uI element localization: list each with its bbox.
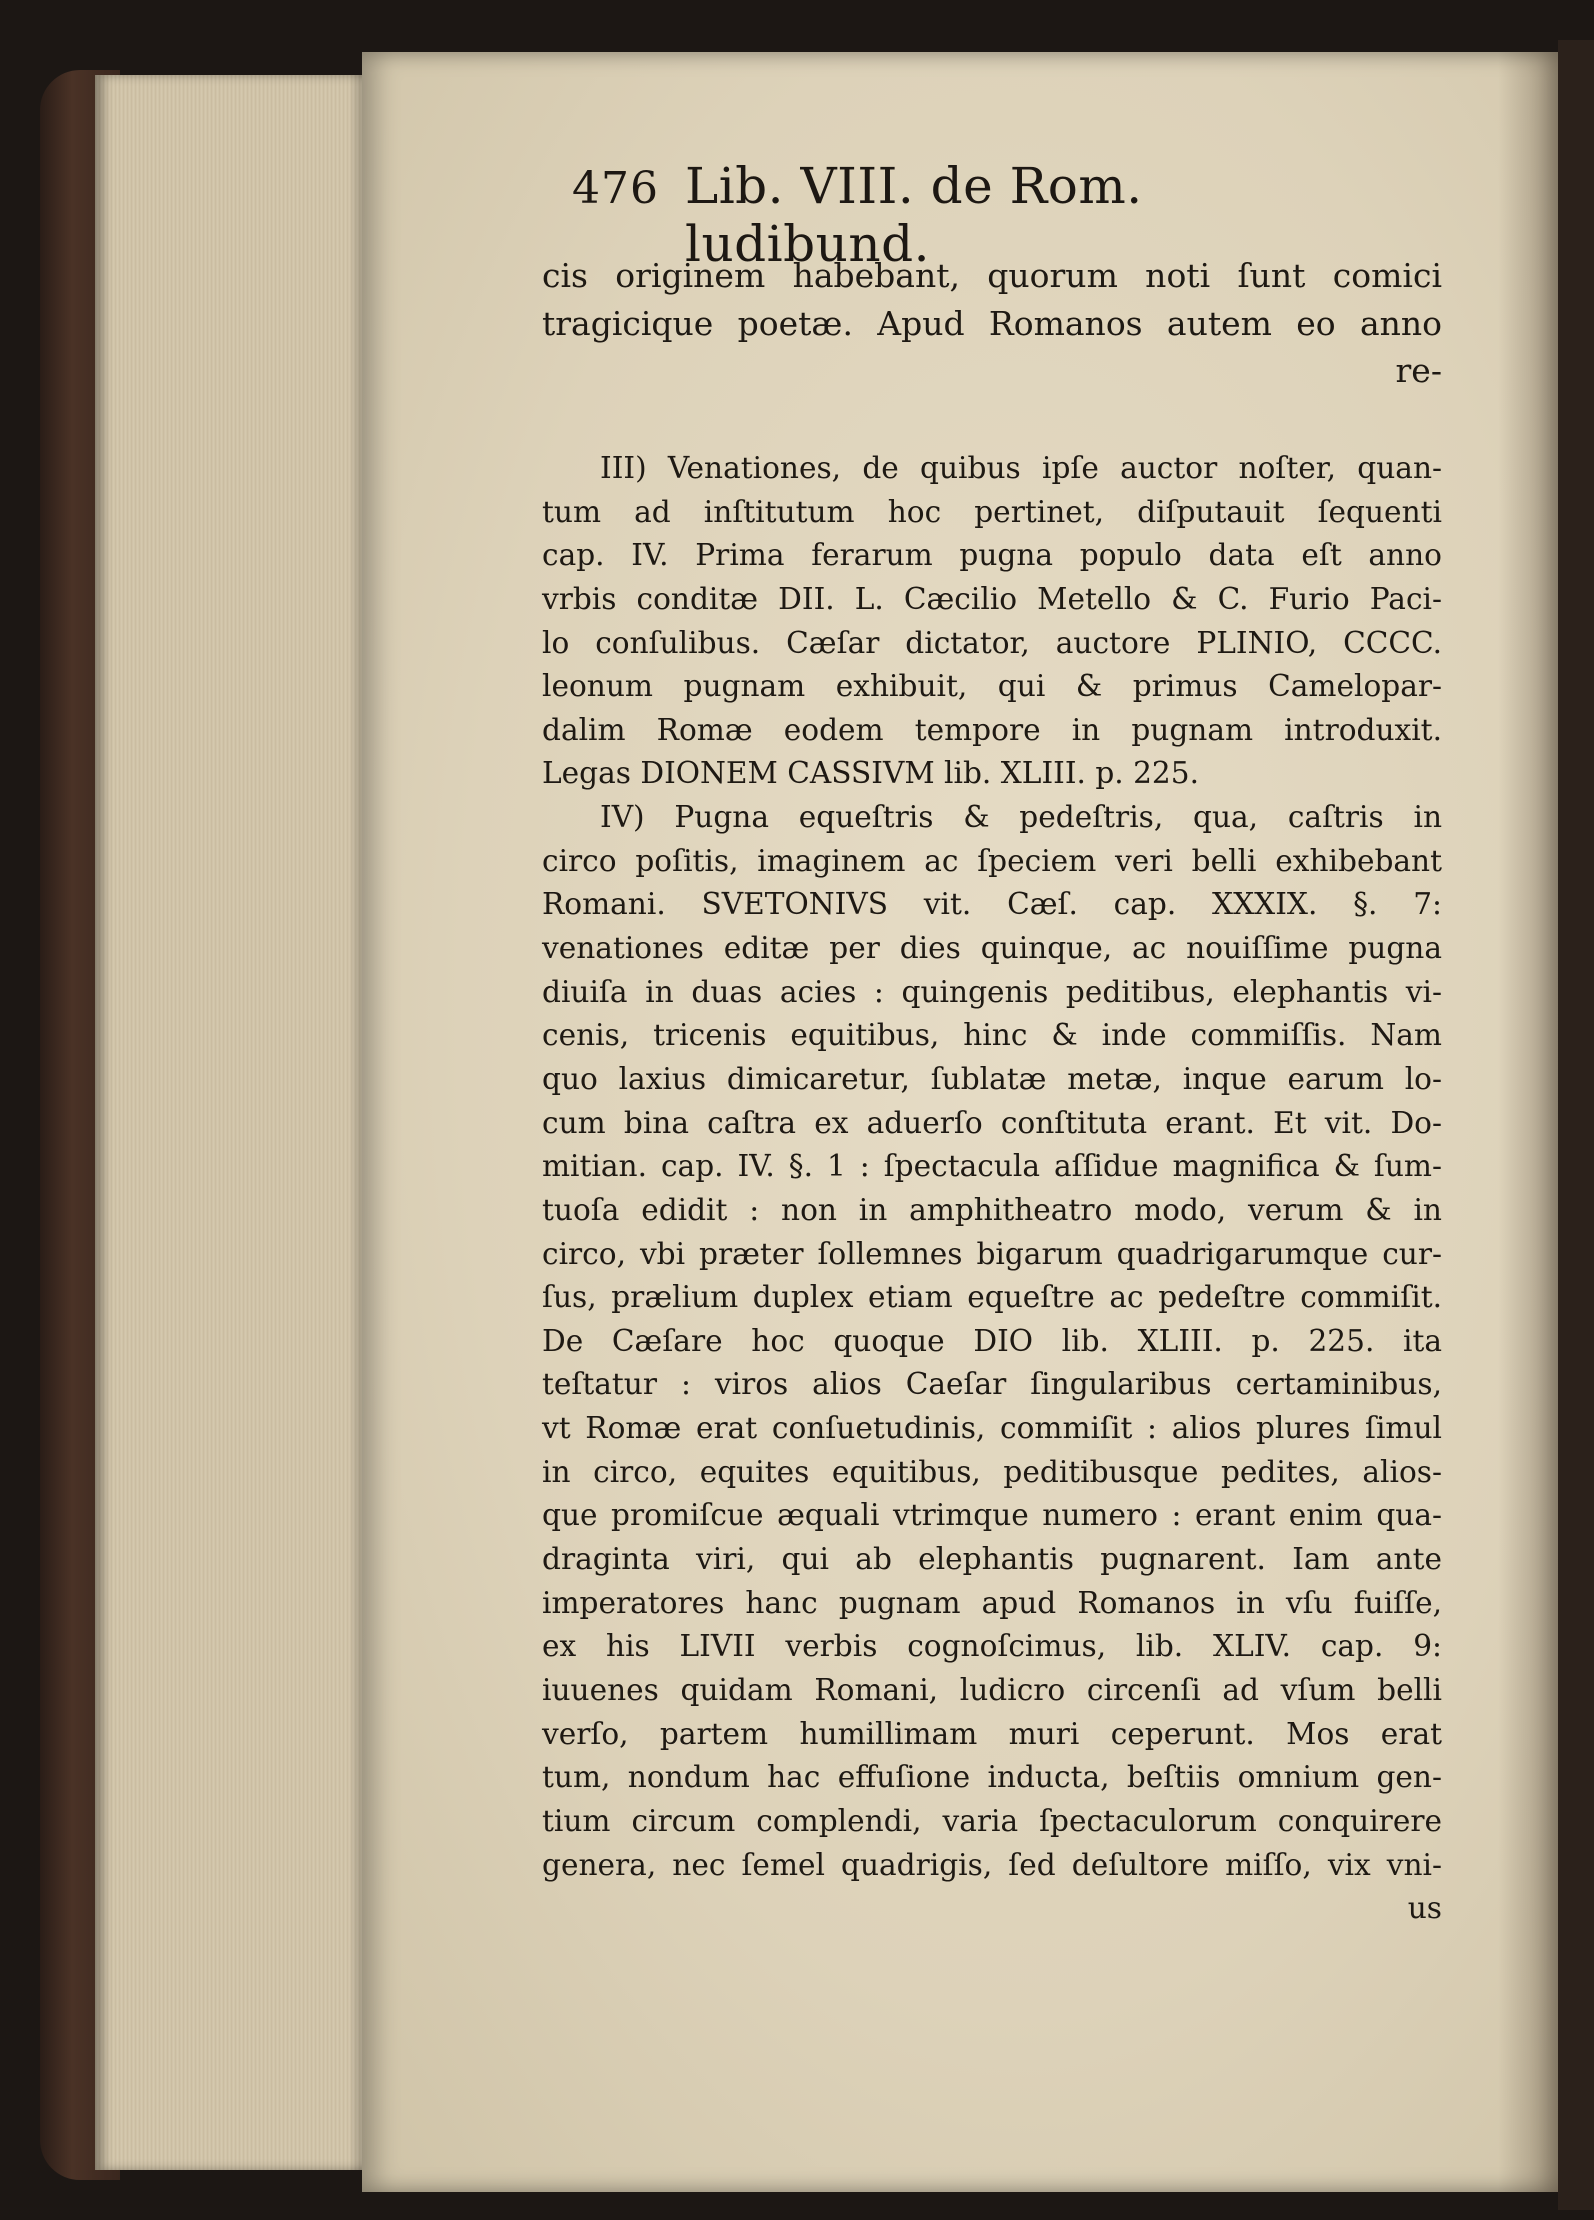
page-number: 476	[572, 163, 659, 214]
footnote-line: vt Romæ erat conſuetudinis, commiſit : alios plures ſimul	[542, 1411, 1442, 1446]
text-line: cis originem habebant, quorum noti ſunt comici	[542, 256, 1442, 295]
text-line: tragicique poetæ. Apud Romanos autem eo anno	[542, 303, 1442, 343]
footnote-line: genera, nec ſemel quadrigis, ſed deſultore miſſo, vix vni-	[542, 1847, 1442, 1882]
footnote-line: quo laxius dimicaretur, ſublatæ metæ, inque earum lo-	[542, 1061, 1442, 1096]
footnote-line: lo conſulibus. Cæſar dictator, auctore PLINIO, CCCC.	[542, 625, 1442, 660]
footnote-line: Romani. SVETONIVS vit. Cæſ. cap. XXXIX. §. 7:	[542, 887, 1442, 922]
footnote-line: draginta viri, qui ab elephantis pugnarent. Iam ante	[542, 1542, 1442, 1577]
footnote-line: circo poſitis, imaginem ac ſpeciem veri belli exhibebant	[542, 843, 1442, 878]
footnote-line: imperatores hanc pugnam apud Romanos in vſu fuiſſe,	[542, 1585, 1442, 1620]
footnote-line: cap. IV. Prima ferarum pugna populo data eſt anno	[542, 538, 1442, 573]
footnote-line: III) Venationes, de quibus ipſe auctor noſter, quan-	[600, 451, 1442, 485]
footnote-line: mitian. cap. IV. §. 1 : ſpectacula aſſidue magnifica & ſum-	[542, 1149, 1442, 1184]
footnote-line: circo, vbi præter ſollemnes bigarum quadrigarumque cur-	[542, 1236, 1442, 1271]
book-page	[362, 52, 1558, 2192]
footnote-line: ex his LIVII verbis cognoſcimus, lib. XLIV. cap. 9:	[542, 1629, 1442, 1664]
footnote-line: venationes editæ per dies quinque, ac nouiſſime pugna	[542, 931, 1442, 966]
footnote-line: cum bina caſtra ex aduerſo conſtituta erant. Et vit. Do-	[542, 1105, 1442, 1140]
footnote-line: dalim Romæ eodem tempore in pugnam introduxit.	[542, 712, 1442, 747]
footnote-line: verſo, partem humillimam muri ceperunt. Mos erat	[542, 1716, 1442, 1751]
catchword: re-	[1395, 351, 1442, 390]
footnote-line: tuoſa edidit : non in amphitheatro modo, verum & in	[542, 1192, 1442, 1227]
footnote-line: tium circum complendi, varia ſpectaculorum conquirere	[542, 1803, 1442, 1838]
footnote-line: IV) Pugna equeſtris & pedeſtris, qua, caſtris in	[600, 800, 1442, 835]
footnote-line: vrbis conditæ DII. L. Cæcilio Metello & C. Furio Paci-	[542, 581, 1442, 616]
footnote-line: tum ad inſtitutum hoc pertinet, diſputauit ſequenti	[542, 494, 1442, 529]
running-title: Lib. VIII. de Rom. ludibund.	[684, 157, 1143, 273]
footnote-line: teſtatur : viros alios Caeſar ſingularibus certaminibus,	[542, 1367, 1442, 1402]
footnote-line: Legas DIONEM CASSIVM lib. XLIII. p. 225.	[542, 756, 1199, 791]
footnote-line: De Cæſare hoc quoque DIO lib. XLIII. p. 225. ita	[542, 1323, 1442, 1358]
page-gutter-shadow	[1498, 52, 1558, 2192]
footnotes	[542, 447, 1442, 1931]
footnote-line: leonum pugnam exhibuit, qui & primus Camelopar-	[542, 669, 1442, 704]
footnote-line: cenis, tricenis equitibus, hinc & inde commiſſis. Nam	[542, 1018, 1442, 1053]
footnote-line: iuuenes quidam Romani, ludicro circenſi ad vſum belli	[542, 1672, 1442, 1707]
footnote-line: in circo, equites equitibus, peditibusque pedites, alios-	[542, 1454, 1442, 1489]
main-text	[542, 252, 1442, 395]
footnote-line: tum, nondum hac effuſione inducta, beſtiis omnium gen-	[542, 1760, 1442, 1795]
page-block-edges	[95, 75, 365, 2170]
footnote-line: que promiſcue æquali vtrimque numero : erant enim qua-	[542, 1498, 1442, 1533]
footnote-line: diuiſa in duas acies : quingenis peditibus, elephantis vi-	[542, 974, 1442, 1009]
right-page-edge	[1558, 40, 1594, 2210]
catchword: us	[1407, 1891, 1442, 1926]
footnote-line: ſus, prælium duplex etiam equeſtre ac pedeſtre commiſit.	[542, 1280, 1442, 1315]
